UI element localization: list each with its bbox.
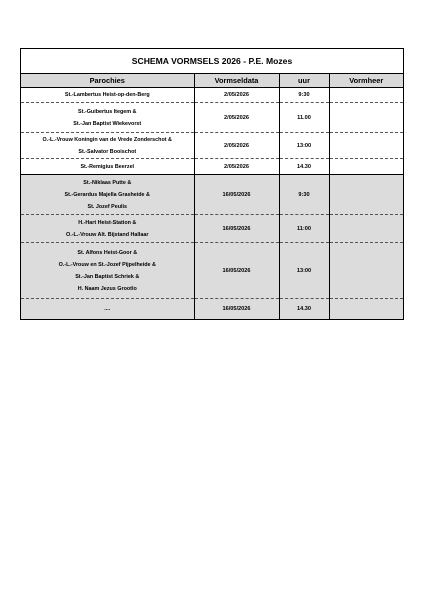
parochie-name: O.-L.-Vrouw Koningin van de Vrede Zonderschot & (42, 136, 172, 143)
cell-uur: 13:00 (279, 243, 329, 299)
header-uur: uur (279, 74, 329, 88)
cell-parochies (21, 175, 194, 215)
cell-vormseldata: 16/05/2026 (194, 215, 279, 243)
schedule-sheet (20, 48, 404, 320)
cell-vormheer (329, 88, 403, 103)
cell-parochies (21, 159, 194, 175)
parochie-name: St.-Gerardus Majella Grasheide & (64, 191, 150, 198)
table-row (21, 243, 403, 299)
parochie-name: St. Jozef Peulis (87, 203, 128, 210)
parochie-name: .... (104, 305, 111, 312)
parochie-name: H.-Hart Heist-Station & (78, 219, 137, 226)
cell-parochies (21, 299, 194, 319)
parochie-name: St. Alfons Heist-Goor & (77, 249, 138, 256)
cell-vormseldata: 2/05/2026 (194, 133, 279, 159)
cell-parochies (21, 88, 194, 103)
header-vormseldata: Vormseldata (194, 74, 279, 88)
cell-uur: 11.00 (279, 103, 329, 133)
parochie-name: St.-Niklaas Putte & (83, 179, 132, 186)
cell-parochies (21, 103, 194, 133)
cell-vormheer (329, 215, 403, 243)
table-row (21, 299, 403, 319)
table-row (21, 133, 403, 159)
parochie-name: O.-L.-Vrouw en St.-Jozef Pijpelheide & (58, 261, 156, 268)
cell-parochies (21, 215, 194, 243)
cell-uur: 13:00 (279, 133, 329, 159)
schedule-table (21, 74, 403, 319)
cell-vormheer (329, 243, 403, 299)
cell-vormheer (329, 299, 403, 319)
header-parochies: Parochies (21, 74, 194, 88)
table-row (21, 159, 403, 175)
table-row (21, 175, 403, 215)
cell-vormseldata: 2/05/2026 (194, 88, 279, 103)
cell-uur: 9:30 (279, 175, 329, 215)
cell-uur: 9:30 (279, 88, 329, 103)
cell-parochies (21, 243, 194, 299)
cell-vormseldata: 2/05/2026 (194, 103, 279, 133)
cell-uur: 11:00 (279, 215, 329, 243)
cell-vormheer (329, 133, 403, 159)
parochie-name: O.-L.-Vrouw Alt. Bijstand Hallaar (66, 231, 149, 238)
cell-parochies (21, 133, 194, 159)
cell-vormheer (329, 175, 403, 215)
cell-uur: 14.30 (279, 299, 329, 319)
parochie-name: St.-Jan Baptist Schriek & (75, 273, 140, 280)
header-row (21, 74, 403, 88)
parochie-name: St.-Salvator Booischot (78, 148, 137, 155)
cell-vormseldata: 16/05/2026 (194, 243, 279, 299)
table-row (21, 103, 403, 133)
table-row (21, 88, 403, 103)
parochie-name: St.-Jan Baptist Wiekevorst (73, 120, 142, 127)
header-vormheer: Vormheer (329, 74, 403, 88)
cell-uur: 14.30 (279, 159, 329, 175)
cell-vormheer (329, 103, 403, 133)
parochie-name: H. Naam Jezus Grootlo (77, 285, 137, 292)
cell-vormheer (329, 159, 403, 175)
parochie-name: St.-Lambertus Heist-op-den-Berg (64, 92, 150, 98)
cell-vormseldata: 16/05/2026 (194, 175, 279, 215)
cell-vormseldata: 16/05/2026 (194, 299, 279, 319)
parochie-name: St.-Guibertus Itegem & (78, 108, 137, 115)
parochie-name: St.-Remigius Beerzel (80, 163, 135, 170)
page-title: SCHEMA VORMSELS 2026 - P.E. Mozes (21, 49, 403, 74)
cell-vormseldata: 2/05/2026 (194, 159, 279, 175)
table-row (21, 215, 403, 243)
